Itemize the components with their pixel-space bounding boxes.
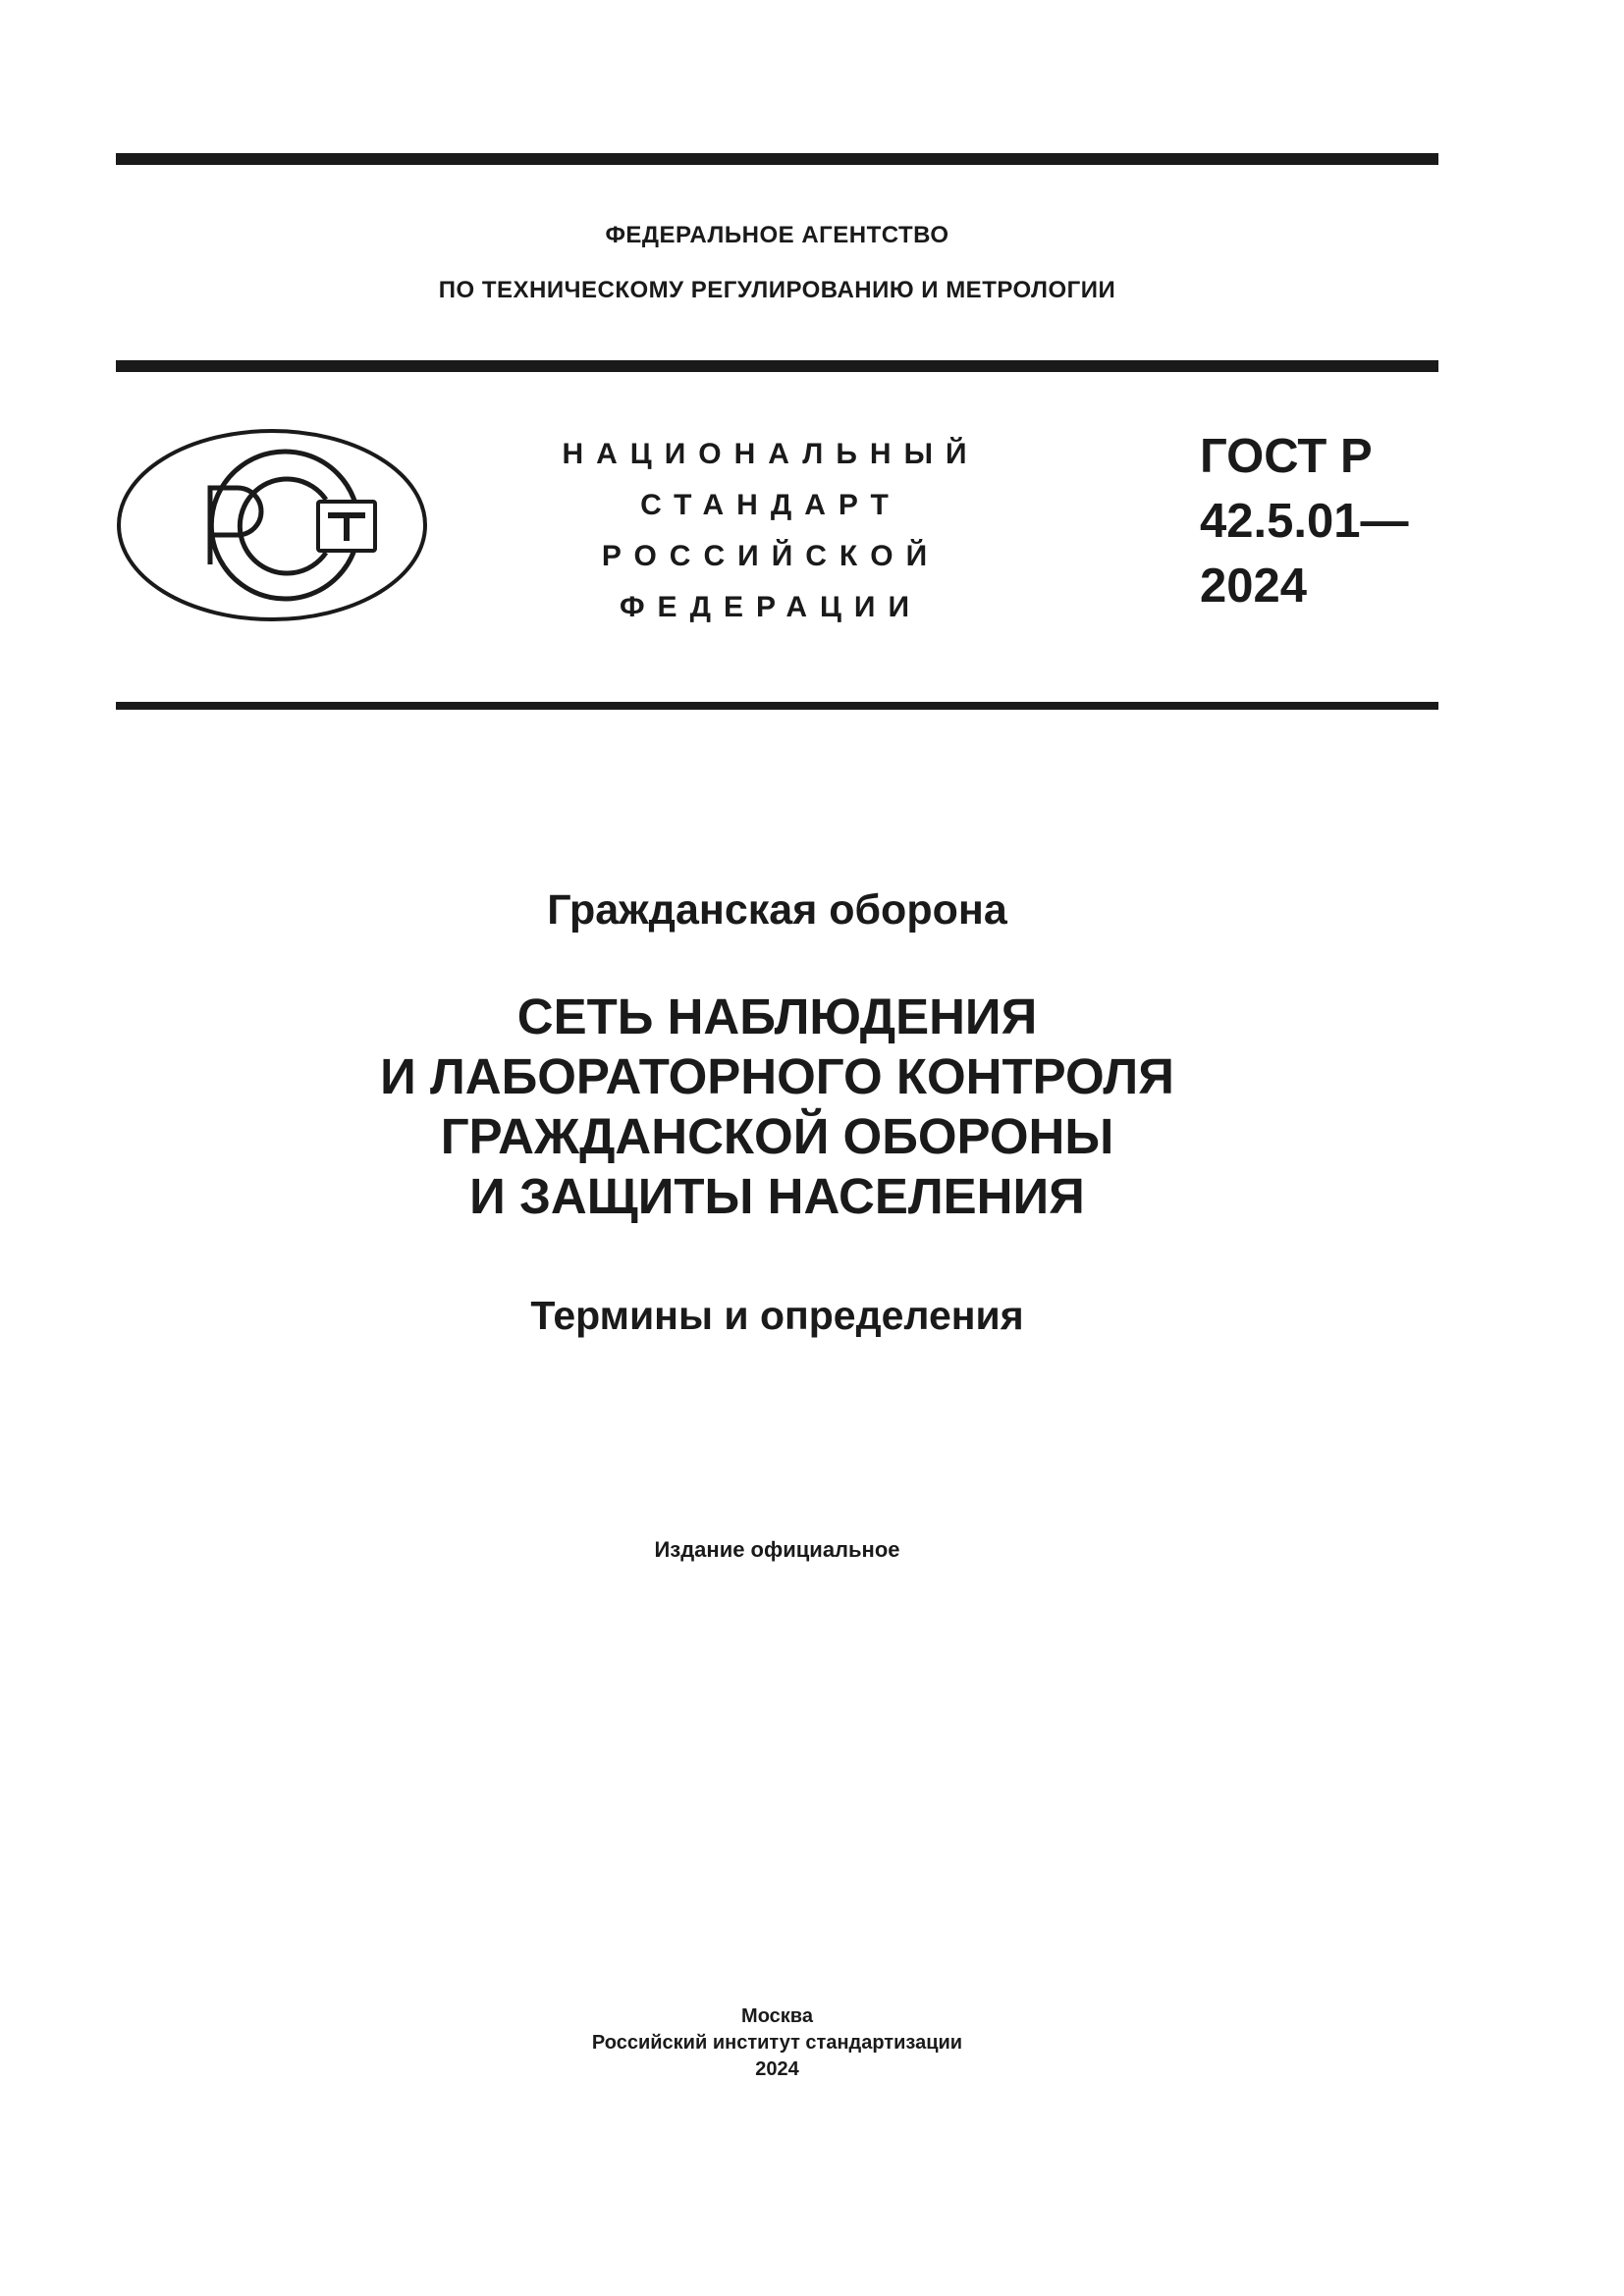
publisher-year: 2024: [755, 2058, 799, 2080]
standard-type-block: [545, 429, 997, 633]
rst-certification-logo: [116, 427, 428, 623]
main-title-line-4: И ЗАЩИТЫ НАСЕЛЕНИЯ: [469, 1168, 1085, 1224]
designation-line-1: ГОСТ Р: [1200, 430, 1373, 483]
document-type-subtitle: Термины и определения: [530, 1293, 1024, 1338]
publisher-institute: Российский институт стандартизации: [591, 2032, 963, 2054]
designation-line-3: 2024: [1200, 560, 1308, 613]
standard-type-line-3: РОССИЙСКОЙ: [601, 540, 941, 572]
subject-heading: Гражданская оборона: [547, 886, 1007, 934]
header-divider-rule: [116, 360, 1438, 372]
main-title-line-3: ГРАЖДАНСКОЙ ОБОРОНЫ: [440, 1108, 1114, 1164]
standard-type-line-4: ФЕДЕРАЦИИ: [619, 591, 923, 623]
standard-designation: [1200, 424, 1409, 618]
main-title-line-2: И ЛАБОРАТОРНОГО КОНТРОЛЯ: [380, 1048, 1174, 1104]
publisher-city: Москва: [741, 2005, 813, 2027]
main-title-line-1: СЕТЬ НАБЛЮДЕНИЯ: [516, 988, 1038, 1044]
top-divider-rule: [116, 153, 1438, 165]
standard-divider-rule: [116, 702, 1438, 710]
agency-name-line-1: ФЕДЕРАЛЬНОЕ АГЕНТСТВО: [605, 222, 949, 248]
standard-type-line-1: НАЦИОНАЛЬНЫЙ: [562, 438, 980, 470]
edition-note: Издание официальное: [654, 1537, 900, 1562]
standard-type-line-2: СТАНДАРТ: [640, 489, 901, 521]
main-title: [116, 987, 1438, 1226]
publisher-block: [116, 2003, 1438, 2083]
agency-name-line-2: ПО ТЕХНИЧЕСКОМУ РЕГУЛИРОВАНИЮ И МЕТРОЛОГИИ: [438, 277, 1116, 303]
designation-line-2: 42.5.01—: [1200, 495, 1409, 548]
